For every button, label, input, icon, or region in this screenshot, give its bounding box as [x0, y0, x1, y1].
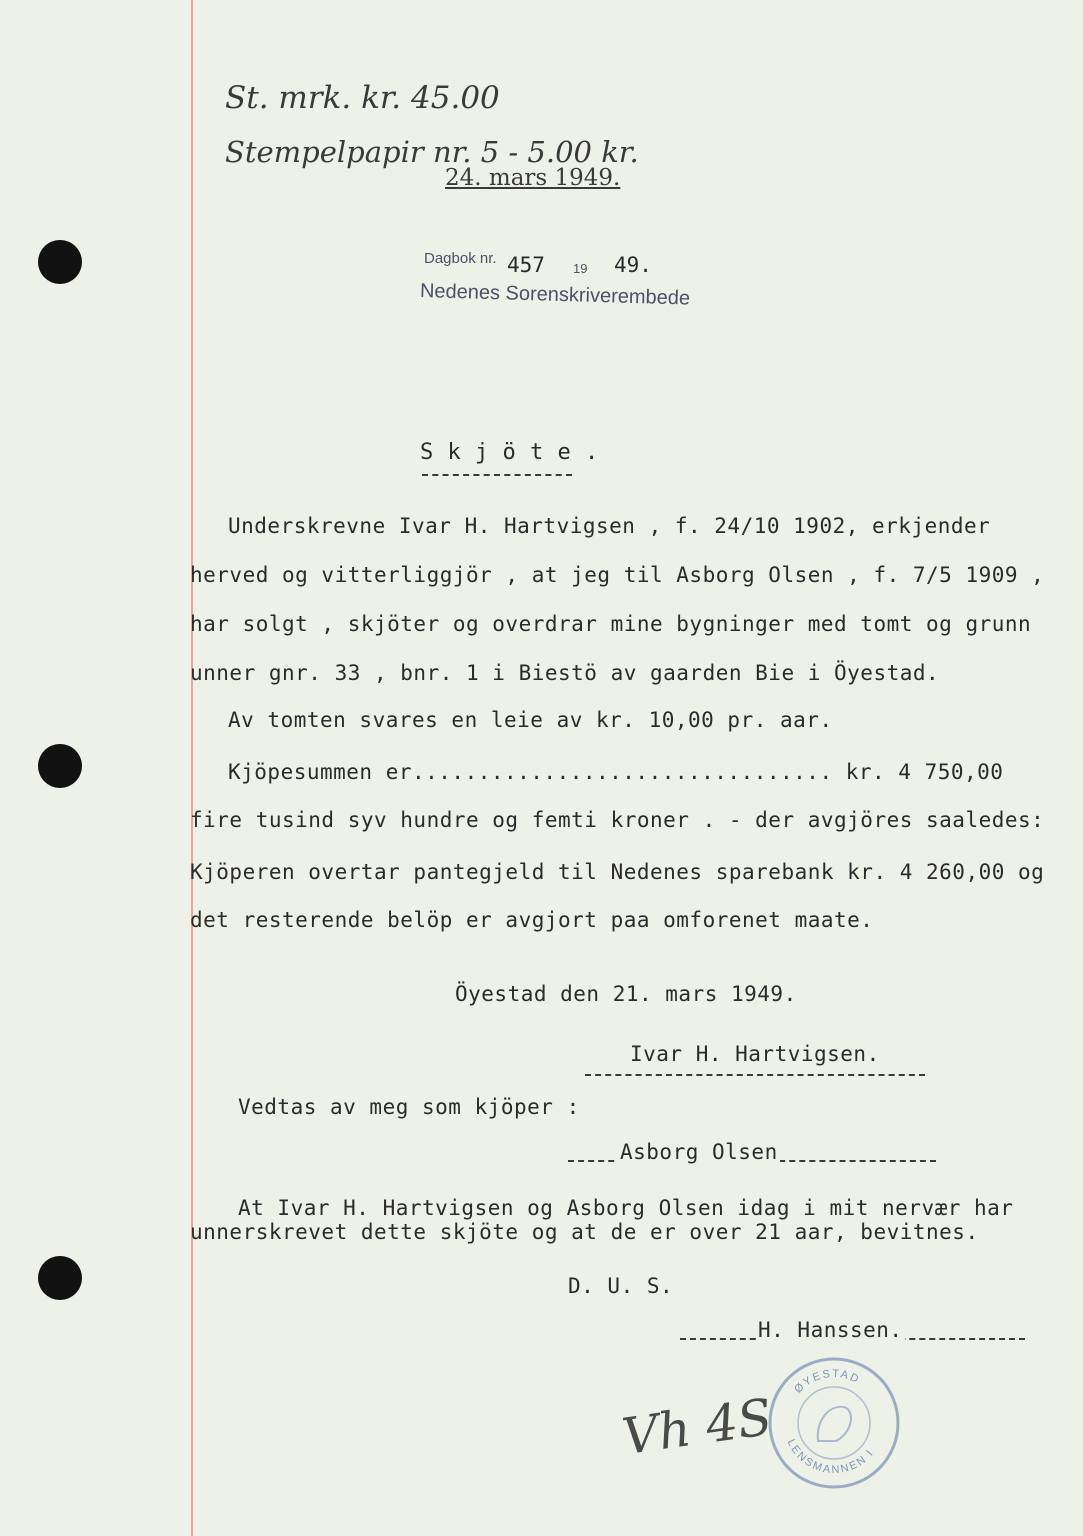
seal-bottom-text: LENSMANNEN I	[784, 1437, 877, 1477]
body-line: Av tomten svares en leie av kr. 10,00 pr. aar.	[228, 708, 833, 732]
place-date: Öyestad den 21. mars 1949.	[455, 982, 797, 1006]
dagbok-year-prefix: 19	[573, 261, 588, 276]
buyer-acceptance: Vedtas av meg som kjöper :	[238, 1095, 580, 1119]
buyer-signature: Asborg Olsen	[620, 1140, 778, 1164]
dagbok-year-suffix: 49.	[614, 253, 652, 277]
handwritten-date: 24. mars 1949.	[445, 165, 621, 191]
title-underline	[422, 474, 572, 476]
dagbok-number: 457	[507, 253, 545, 277]
margin-line	[191, 0, 193, 1536]
body-line: Kjöperen overtar pantegjeld til Nedenes sparebank kr. 4 260,00 og	[190, 860, 1045, 884]
punch-hole-top	[38, 240, 82, 284]
seal-top-text: ØYESTAD	[792, 1367, 863, 1396]
dus-mark: D. U. S.	[568, 1274, 674, 1298]
witness-signature: H. Hanssen.	[758, 1318, 903, 1342]
seller-signature-line	[585, 1074, 925, 1076]
body-line: Kjöpesummen er................................ kr. 4 750,00	[228, 760, 1004, 784]
handwritten-stamp-paper: Stempelpapir nr. 5 - 5.00 kr.	[225, 135, 639, 169]
body-line: Underskrevne Ivar H. Hartvigsen , f. 24/10 1902, erkjender	[228, 514, 991, 538]
witness-line: unnerskrevet dette skjöte og at de er over 21 aar, bevitnes.	[190, 1220, 979, 1244]
court-office-stamp: Nedenes Sorenskriverembede	[419, 280, 691, 310]
body-line: det resterende belöp er avgjort paa omforenet maate.	[190, 908, 874, 932]
seal-emblem-icon	[818, 1407, 851, 1441]
body-line: herved og vitterliggjör , at jeg til Asborg Olsen , f. 7/5 1909 ,	[190, 563, 1045, 587]
seller-signature: Ivar H. Hartvigsen.	[630, 1042, 880, 1066]
dagbok-label: Dagbok nr.	[424, 250, 497, 267]
punch-hole-middle	[38, 744, 82, 788]
body-line: fire tusind syv hundre og femti kroner . - der avgjöres saaledes:	[190, 808, 1045, 832]
document-title: S k j ö t e .	[420, 440, 599, 465]
body-line: har solgt , skjöter og overdrar mine bygninger med tomt og grunn	[190, 612, 1032, 636]
punch-hole-bottom	[38, 1256, 82, 1300]
body-line: unner gnr. 33 , bnr. 1 i Biestö av gaarden Bie i Öyestad.	[190, 661, 940, 685]
handwritten-stamp-fee: St. mrk. kr. 45.00	[225, 80, 500, 116]
lensmann-seal	[766, 1355, 902, 1491]
witness-line: At Ivar H. Hartvigsen og Asborg Olsen idag i mit nervær har	[238, 1196, 1014, 1220]
handwritten-initials: Vh 4S	[618, 1387, 776, 1467]
